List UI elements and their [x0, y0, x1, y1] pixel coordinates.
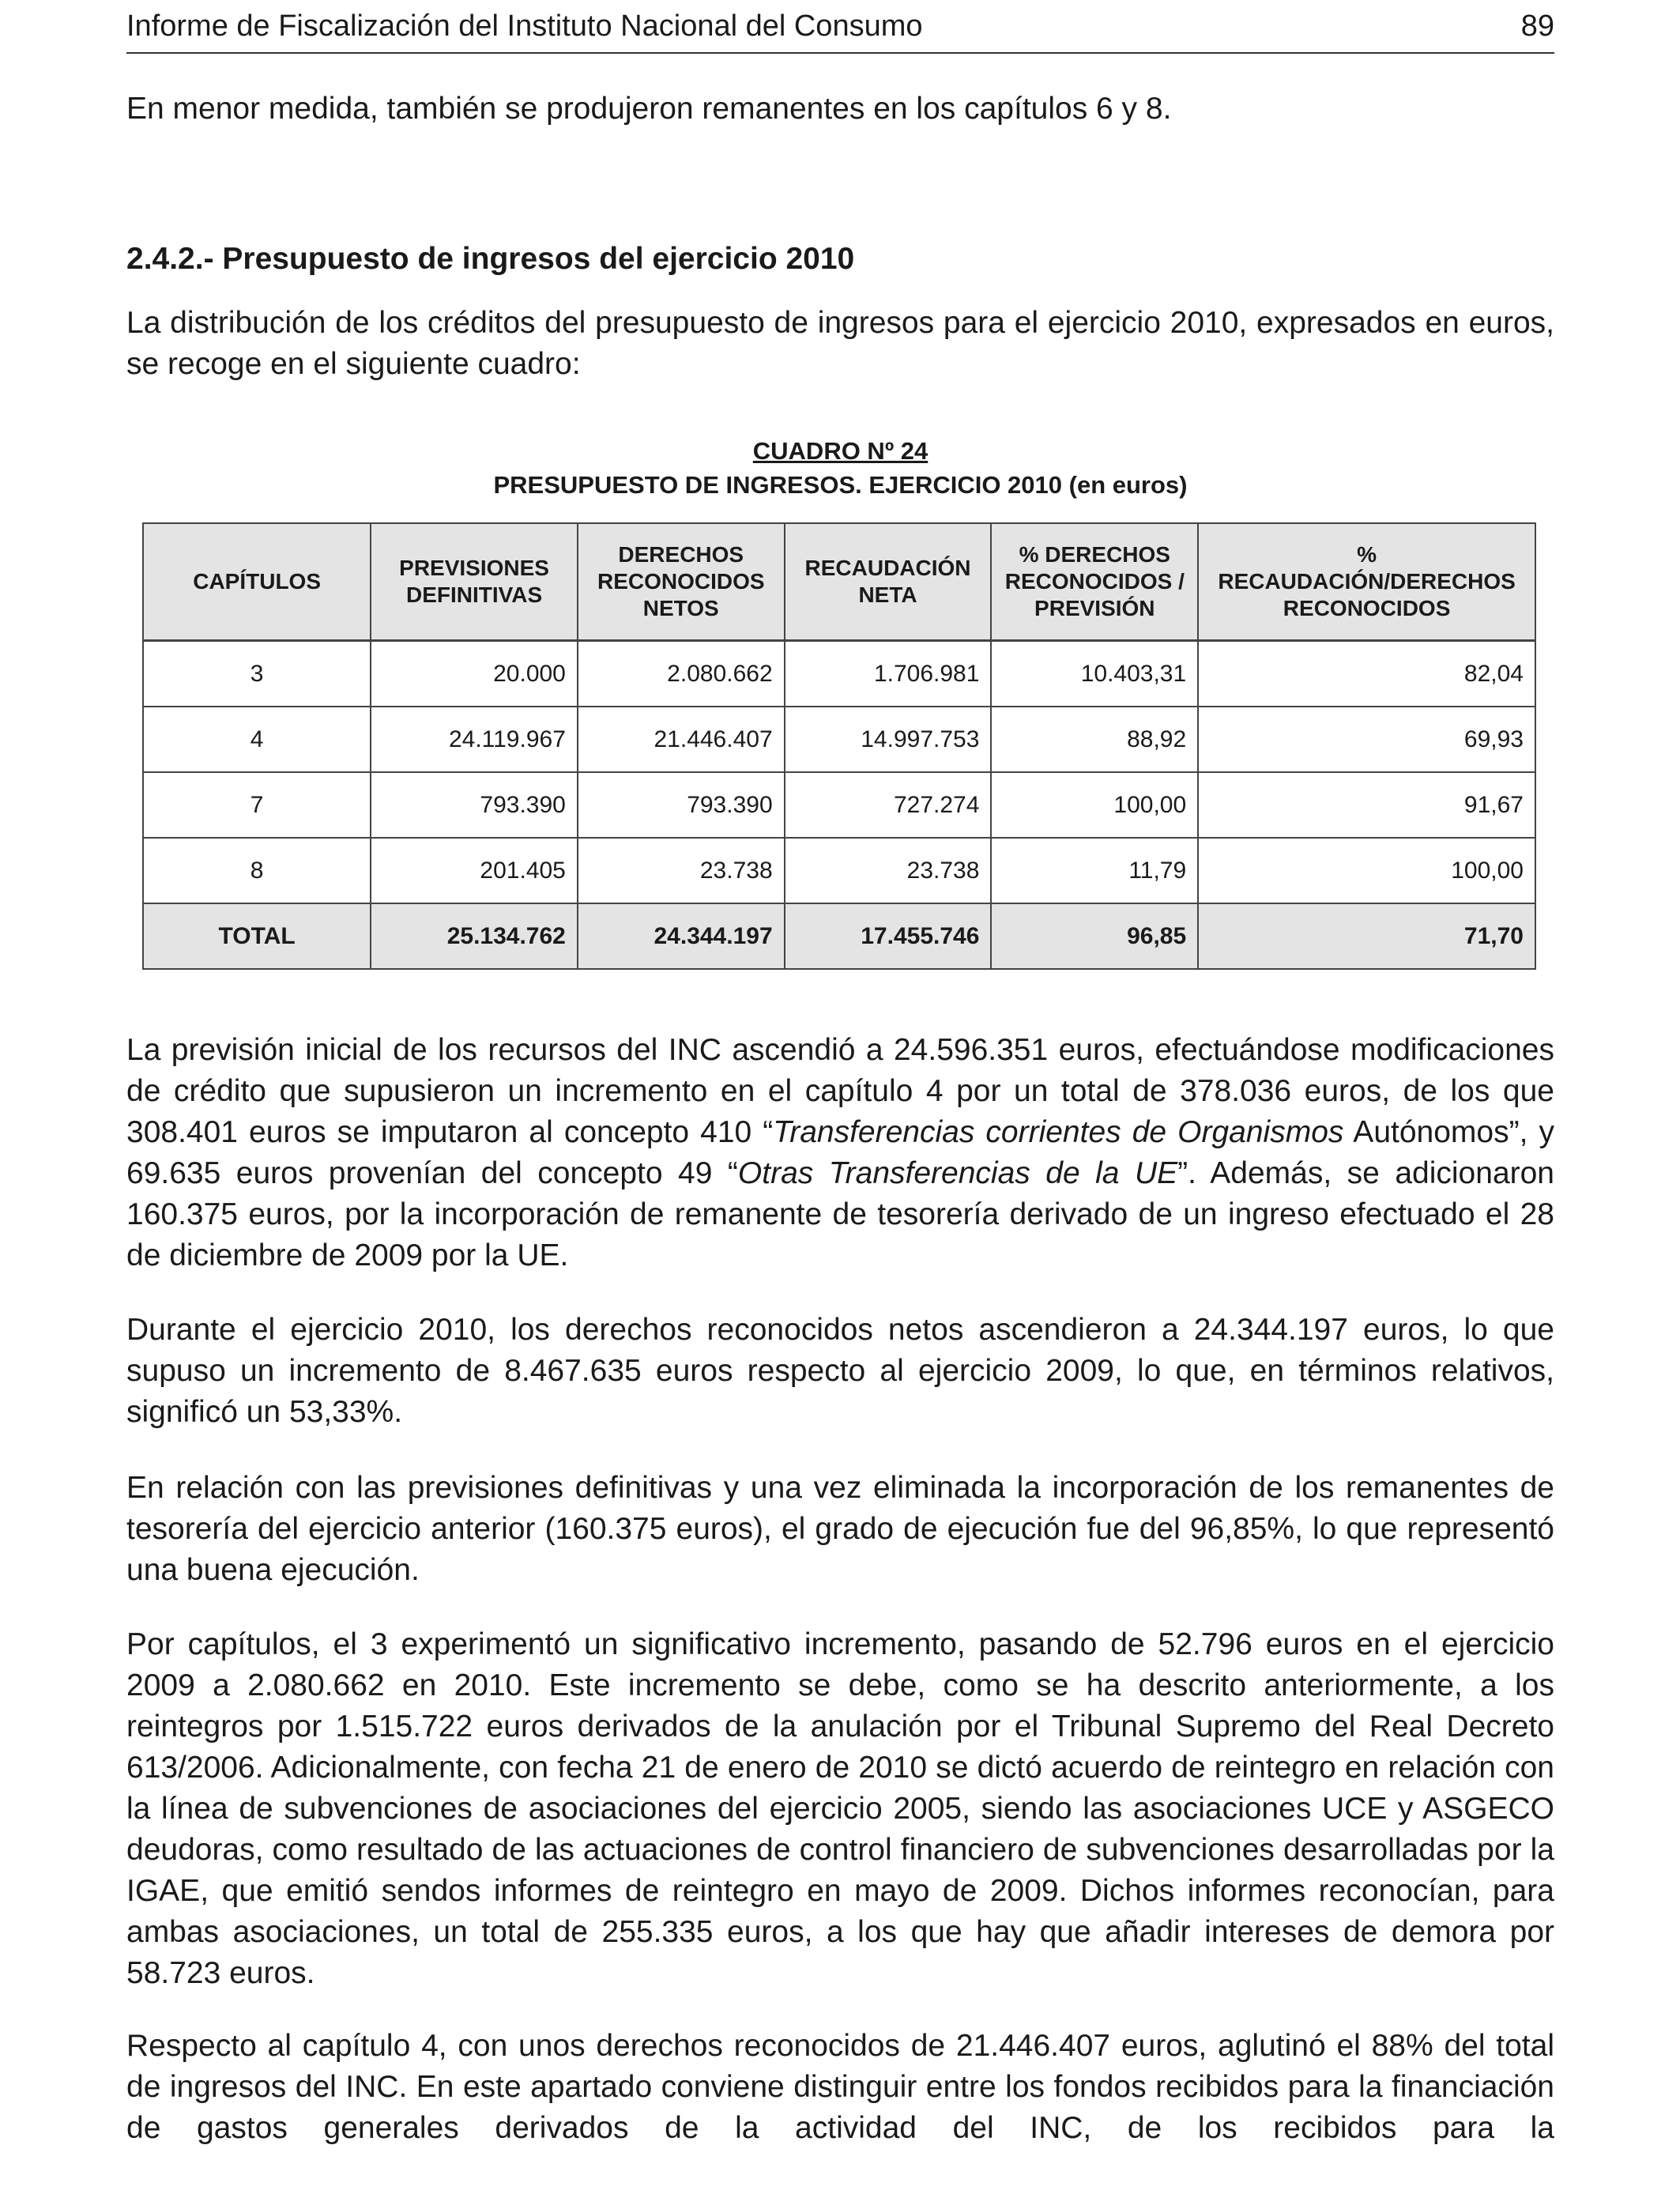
- paragraph-derechos-reconocidos: Durante el ejercicio 2010, los derechos reconocidos netos ascendieron a 24.344.197 euros, lo que supuso un incremento de 8.467.635 euros respecto al ejercicio 2009, lo que, en términos relativos, significó un 53,33%.: [126, 1313, 1554, 1429]
- text-run: ”. Además, se adicionaron 160.375 euros, por la incorporación de remanente de tesorería derivado de un ingreso efectuado el 28 de diciembre de 2009 por la UE.: [126, 1156, 1554, 1272]
- text-run: La previsión inicial de los recursos del INC ascendió a 24.596.351 euros, efectuándose modificaciones de crédito que supusieron un incremento en el capítulo 4 por un total de 378.036 euros, de los que 308.401 euros se imputaron al concepto 410 “: [126, 1033, 1554, 1149]
- table-row: [143, 641, 1535, 707]
- column-header-previsiones: PREVISIONES DEFINITIVAS: [371, 523, 578, 641]
- report-title: Informe de Fiscalización del Instituto Nacional del Consumo: [126, 9, 923, 43]
- table-cell: 4: [143, 707, 371, 772]
- table-cell: TOTAL: [143, 903, 371, 969]
- column-header-recaudacion: RECAUDACIÓN NETA: [785, 523, 992, 641]
- table-cell: 793.390: [578, 772, 785, 838]
- table-cell: 100,00: [991, 772, 1198, 838]
- table-cell: 69,93: [1198, 707, 1535, 772]
- table-header-row: [143, 523, 1535, 641]
- table-cell: 17.455.746: [785, 903, 992, 969]
- table-cell: 24.344.197: [578, 903, 785, 969]
- table-cell: 11,79: [991, 838, 1198, 903]
- section-title: 2.4.2.- Presupuesto de ingresos del ejercicio 2010: [126, 242, 855, 276]
- table-cell: 727.274: [785, 772, 992, 838]
- text-run: Autónomos”, y 69.635 euros provenían del concepto 49 “: [126, 1115, 1554, 1190]
- table-caption-number: CUADRO Nº 24: [752, 437, 929, 465]
- italic-text-run: Otras Transferencias de la UE: [737, 1156, 1178, 1190]
- table-cell: 3: [143, 641, 371, 707]
- table-cell: 23.738: [785, 838, 992, 903]
- column-header-pct-recaudacion: % RECAUDACIÓN/DERECHOS RECONOCIDOS: [1198, 523, 1535, 641]
- column-header-capitulos: CAPÍTULOS: [143, 523, 371, 641]
- intro-paragraph: En menor medida, también se produjeron remanentes en los capítulos 6 y 8.: [126, 92, 1172, 126]
- table-row: [143, 772, 1535, 838]
- table-caption-title: PRESUPUESTO DE INGRESOS. EJERCICIO 2010 (en euros): [493, 471, 1188, 499]
- table-cell: 7: [143, 772, 371, 838]
- budget-table: [142, 522, 1536, 970]
- table-cell: 14.997.753: [785, 707, 992, 772]
- page-header: [126, 8, 1554, 54]
- table-cell: 100,00: [1198, 838, 1535, 903]
- table-cell: 793.390: [371, 772, 578, 838]
- table-cell: 91,67: [1198, 772, 1535, 838]
- table-cell: 24.119.967: [371, 707, 578, 772]
- italic-text-run: Transferencias corrientes de Organismos: [773, 1115, 1344, 1149]
- table-cell: 25.134.762: [371, 903, 578, 969]
- table-cell: 96,85: [991, 903, 1198, 969]
- paragraph-previsiones-definitivas: En relación con las previsiones definitivas y una vez eliminada la incorporación de los remanentes de tesorería del ejercicio anterior (160.375 euros), el grado de ejecución fue del 96,85%, lo que representó una buena ejecución.: [126, 1471, 1554, 1587]
- table-row: [143, 707, 1535, 772]
- table-cell: 82,04: [1198, 641, 1535, 707]
- table-cell: 201.405: [371, 838, 578, 903]
- table-total-row: [143, 903, 1535, 969]
- table-cell: 71,70: [1198, 903, 1535, 969]
- table-row: [143, 838, 1535, 903]
- column-header-derechos: DERECHOS RECONOCIDOS NETOS: [578, 523, 785, 641]
- column-header-pct-derechos: % DERECHOS RECONOCIDOS / PREVISIÓN: [991, 523, 1198, 641]
- table-cell: 23.738: [578, 838, 785, 903]
- table-cell: 2.080.662: [578, 641, 785, 707]
- paragraph-prevision-inicial: [126, 1030, 1554, 1276]
- table-cell: 10.403,31: [991, 641, 1198, 707]
- table-cell: 20.000: [371, 641, 578, 707]
- table-cell: 21.446.407: [578, 707, 785, 772]
- table-cell: 8: [143, 838, 371, 903]
- section-lead-paragraph: La distribución de los créditos del presupuesto de ingresos para el ejercicio 2010, expresados en euros, se recoge en el siguiente cuadro:: [126, 306, 1554, 381]
- paragraph-capitulo-3: Por capítulos, el 3 experimentó un significativo incremento, pasando de 52.796 euros en el ejercicio 2009 a 2.080.662 en 2010. Este incremento se debe, como se ha descrito anteriormente, a los reintegros por 1.515.722 euros derivados de la anulación por el Tribunal Supremo del Real Decreto 613/2006. Adicionalmente, con fecha 21 de enero de 2010 se dictó acuerdo de reintegro en relación con la línea de subvenciones de asociaciones del ejercicio 2005, siendo las asociaciones UCE y ASGECO deudoras, como resultado de las actuaciones de control financiero de subvenciones desarrolladas por la IGAE, que emitió sendos informes de reintegro en mayo de 2009. Dichos informes reconocían, para ambas asociaciones, un total de 255.335 euros, a los que hay que añadir intereses de demora por 58.723 euros.: [126, 1627, 1554, 1990]
- table-cell: 88,92: [991, 707, 1198, 772]
- page-number: 89: [1520, 9, 1554, 43]
- paragraph-capitulo-4: Respecto al capítulo 4, con unos derechos reconocidos de 21.446.407 euros, aglutinó el 88% del total de ingresos del INC. En este apartado conviene distinguir entre los fondos recibidos para la financiación de gastos generales derivados de la actividad del INC, de los recibidos para la: [126, 2029, 1554, 2145]
- table-cell: 1.706.981: [785, 641, 992, 707]
